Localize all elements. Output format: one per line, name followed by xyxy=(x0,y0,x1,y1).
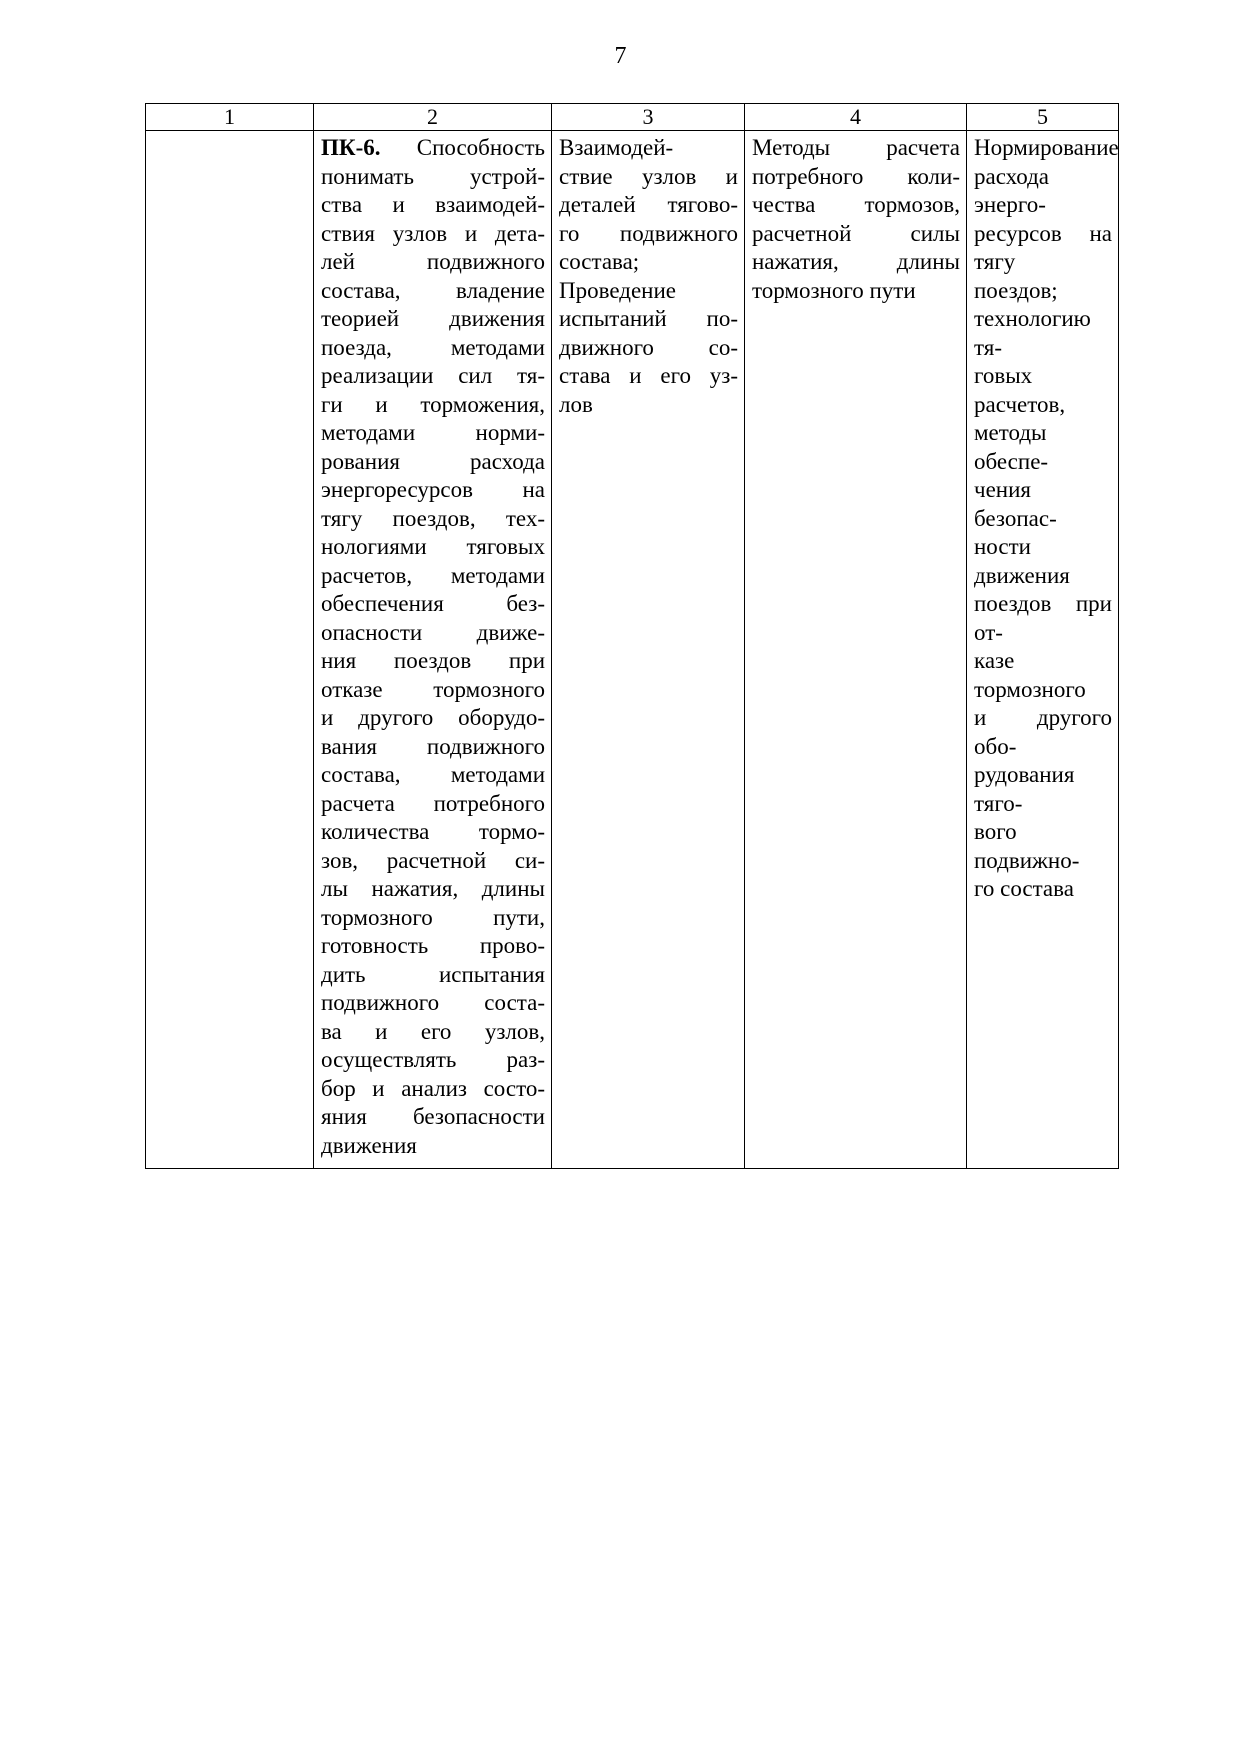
text-line: теорией движения xyxy=(321,306,545,331)
text-line: чества тормозов, xyxy=(752,192,960,217)
cell-empty xyxy=(146,131,314,1169)
text-line: чения безопас- xyxy=(974,477,1057,531)
text-line: реализации сил тя- xyxy=(321,363,545,388)
text-line: поездов; xyxy=(974,277,1058,303)
cell-competency-description xyxy=(314,131,552,1169)
text-line: состава; xyxy=(559,249,640,274)
text-line: зов, расчетной си- xyxy=(321,847,545,873)
text-line: отказе тормозного xyxy=(321,676,545,702)
text-line: испытаний по- xyxy=(559,306,738,331)
column-header-2: 2 xyxy=(314,104,552,131)
cell-interaction-topics xyxy=(552,131,745,1169)
text-line: расхода энерго- xyxy=(974,163,1049,217)
text-line: Проведение xyxy=(559,277,676,303)
text-line: методами норми- xyxy=(321,420,545,445)
text-line: лей подвижного xyxy=(321,249,545,274)
text-line: количества тормо- xyxy=(321,819,545,844)
column-header-1: 1 xyxy=(146,104,314,131)
text-line: казе тормозного xyxy=(974,648,1086,702)
column-header-5: 5 xyxy=(967,104,1119,131)
text-line: поезда, методами xyxy=(321,334,545,360)
text-line: подвижного соста- xyxy=(321,990,545,1015)
text-line: яния безопасности xyxy=(321,1104,545,1129)
text-line: и другого оборудо- xyxy=(321,705,545,730)
text-line: готовность прово- xyxy=(321,933,545,958)
text-line: Методы расчета xyxy=(752,135,960,160)
text-line: деталей тягово- xyxy=(559,192,738,217)
text-line: рудования тяго- xyxy=(974,762,1075,816)
competency-code: ПК-6. xyxy=(321,135,381,160)
text-line: ства и взаимодей- xyxy=(321,192,545,217)
text-line: ги и торможения, xyxy=(321,391,545,417)
text-line: става и его уз- xyxy=(559,363,738,388)
text-line: обеспечения без- xyxy=(321,591,545,616)
text-line: го подвижного xyxy=(559,220,738,246)
text-line: бор и анализ состо- xyxy=(321,1075,545,1101)
text-line: ности движения xyxy=(974,534,1070,588)
text-line: дить испытания xyxy=(321,961,545,987)
text-line: ПК-6. Способность xyxy=(321,135,545,160)
cell-rationing-topics xyxy=(967,131,1119,1169)
text-line: методы обеспе- xyxy=(974,420,1049,474)
text-line: поездов при от- xyxy=(974,591,1112,645)
column-header-3: 3 xyxy=(552,104,745,131)
text-line: понимать устрой- xyxy=(321,163,545,189)
text-line: Взаимодей- xyxy=(559,135,674,160)
text-line: тормозного пути xyxy=(752,277,916,303)
text-line: технологию тя- xyxy=(974,306,1091,360)
text-line: вого подвижно- xyxy=(974,819,1080,873)
text-line: ресурсов на тягу xyxy=(974,220,1112,274)
table-body-row xyxy=(146,131,1119,1169)
text-line: ствие узлов и xyxy=(559,163,738,189)
text-line: тягу поездов, тех- xyxy=(321,505,545,531)
page-number: 7 xyxy=(614,43,627,69)
text-line: го состава xyxy=(974,876,1074,901)
text-line: состава, методами xyxy=(321,762,545,787)
text-line: нажатия, длины xyxy=(752,249,960,274)
text-line: расчетов, методами xyxy=(321,562,545,588)
text-line: ния поездов при xyxy=(321,648,545,673)
text-line: движного со- xyxy=(559,334,738,360)
text-line: и другого обо- xyxy=(974,705,1112,759)
competency-table xyxy=(145,103,1119,1169)
text-line: нологиями тяговых xyxy=(321,534,545,559)
text-line: осуществлять раз- xyxy=(321,1047,545,1072)
text-line: расчета потребного xyxy=(321,790,545,816)
text-line: рования расхода xyxy=(321,448,545,474)
column-header-4: 4 xyxy=(745,104,967,131)
text-line: лов xyxy=(559,391,593,417)
text-line: говых расчетов, xyxy=(974,363,1066,417)
text-line: состава, владение xyxy=(321,277,545,303)
text-line: ва и его узлов, xyxy=(321,1018,545,1044)
text-line: Нормирование xyxy=(974,135,1119,160)
text-line: энергоресурсов на xyxy=(321,477,545,502)
text-line: лы нажатия, длины xyxy=(321,876,545,901)
text-line: движения xyxy=(321,1132,417,1158)
text-line: расчетной силы xyxy=(752,220,960,246)
text-line: ствия узлов и дета- xyxy=(321,220,545,246)
text-line: вания подвижного xyxy=(321,733,545,759)
table-header-row xyxy=(146,104,1119,131)
cell-calculation-methods xyxy=(745,131,967,1169)
text-line: тормозного пути, xyxy=(321,904,545,930)
text-line: потребного коли- xyxy=(752,163,960,189)
text-line: опасности движе- xyxy=(321,619,545,645)
